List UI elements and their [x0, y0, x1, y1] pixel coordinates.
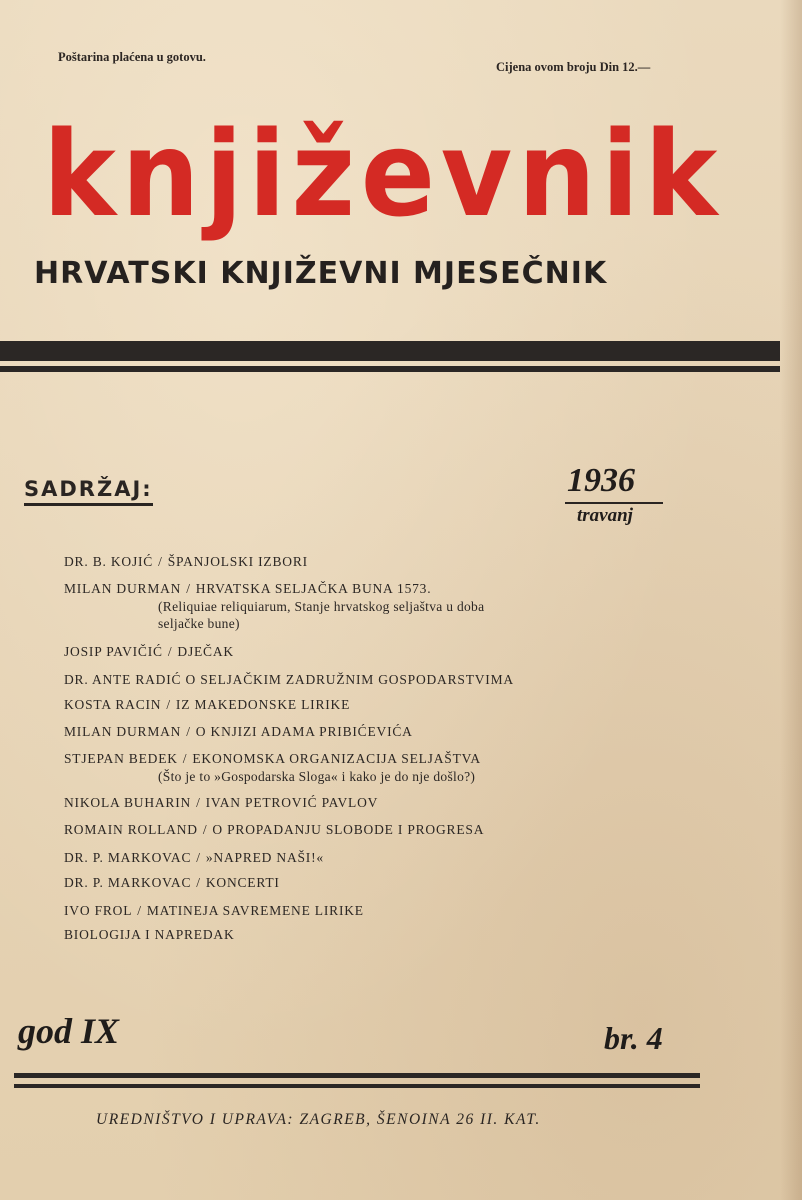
toc-author: ROMAIN ROLLAND [64, 822, 198, 837]
toc-entry [64, 927, 235, 943]
toc-author: DR. ANTE RADIĆ O SELJAČKIM ZADRUŽNIM GOSPODARSTVIMA [64, 672, 514, 687]
header-rule-thin [0, 366, 780, 372]
toc-title: MATINEJA SAVREMENE LIRIKE [146, 903, 364, 918]
toc-title: »NAPRED NAŠI!« [205, 850, 324, 865]
toc-title: IZ MAKEDONSKE LIRIKE [175, 697, 351, 712]
toc-title: HRVATSKA SELJAČKA BUNA 1573. [195, 581, 432, 596]
masthead-logo [38, 90, 728, 250]
toc-title: O PROPADANJU SLOBODE I PROGRESA [212, 822, 485, 837]
issue-year: 1936 [567, 462, 635, 499]
toc-author: IVO FROL [64, 903, 133, 918]
toc-author: NIKOLA BUHARIN [64, 795, 192, 810]
toc-author: MILAN DURMAN [64, 724, 182, 739]
toc-author: MILAN DURMAN [64, 581, 182, 596]
toc-title: O KNJIZI ADAMA PRIBIĆEVIĆA [195, 724, 413, 739]
toc-title: ŠPANJOLSKI IZBORI [167, 554, 308, 569]
postage-note: Poštarina plaćena u gotovu. [58, 50, 206, 64]
toc-subtitle: (Što je to »Gospodarska Sloga« i kako je do nje došlo?) [158, 769, 476, 784]
volume-number: god IX [18, 1011, 120, 1051]
issue-number: br. 4 [604, 1020, 663, 1056]
footer-rule-lower [14, 1084, 700, 1088]
toc-title: KONCERTI [205, 875, 280, 890]
toc-author: BIOLOGIJA I NAPREDAK [64, 927, 235, 942]
toc-author: DR. P. MARKOVAC [64, 850, 192, 865]
toc-entry: JOSIP PAVIČIĆ / DJEČAK [64, 644, 234, 659]
toc-entry: ROMAIN ROLLAND / O PROPADANJU SLOBODE I PROGRESA [64, 822, 485, 837]
contents-heading: SADRŽAJ: [24, 477, 153, 506]
masthead-title: književnik [43, 105, 723, 243]
toc-entry: DR. P. MARKOVAC / KONCERTI [64, 875, 280, 890]
price-note: Cijena ovom broju Din 12.— [496, 60, 651, 74]
toc-entry: NIKOLA BUHARIN / IVAN PETROVIĆ PAVLOV [64, 795, 379, 810]
publisher-address: UREDNIŠTVO I UPRAVA: ZAGREB, ŠENOINA 26 II. KAT. [96, 1111, 541, 1128]
toc-subtitle: seljačke bune) [158, 616, 240, 631]
toc-entry: IVO FROL / MATINEJA SAVREMENE LIRIKE [64, 903, 364, 918]
toc-author: KOSTA RACIN [64, 697, 162, 712]
year-underline [565, 502, 663, 504]
toc-entry: DR. B. KOJIĆ / ŠPANJOLSKI IZBORI [64, 554, 308, 569]
toc-author: DR. P. MARKOVAC [64, 875, 192, 890]
issue-month: travanj [577, 505, 633, 526]
toc-subtitle: (Reliquiae reliquiarum, Stanje hrvatskog seljaštva u doba [158, 599, 485, 614]
toc-entry: DR. P. MARKOVAC / »NAPRED NAŠI!« [64, 850, 324, 865]
toc-entry: MILAN DURMAN / O KNJIZI ADAMA PRIBIĆEVIĆA [64, 724, 413, 739]
toc-author: STJEPAN BEDEK [64, 751, 178, 766]
toc-title: EKONOMSKA ORGANIZACIJA SELJAŠTVA [192, 751, 481, 766]
toc-author: DR. B. KOJIĆ [64, 554, 154, 569]
toc-entry: STJEPAN BEDEK / EKONOMSKA ORGANIZACIJA SELJAŠTVA [64, 751, 481, 766]
toc-entry [64, 672, 514, 688]
toc-title: DJEČAK [177, 644, 234, 659]
footer-rule-upper [14, 1073, 700, 1078]
toc-author: JOSIP PAVIČIĆ [64, 644, 163, 659]
toc-entry: MILAN DURMAN / HRVATSKA SELJAČKA BUNA 1573. [64, 581, 432, 596]
toc-title: IVAN PETROVIĆ PAVLOV [205, 795, 379, 810]
header-rule-thick [0, 341, 780, 361]
toc-entry: KOSTA RACIN / IZ MAKEDONSKE LIRIKE [64, 697, 351, 712]
masthead-subtitle: HRVATSKI KNJIŽEVNI MJESEČNIK [34, 256, 608, 291]
page-edge-shade [780, 0, 802, 1200]
